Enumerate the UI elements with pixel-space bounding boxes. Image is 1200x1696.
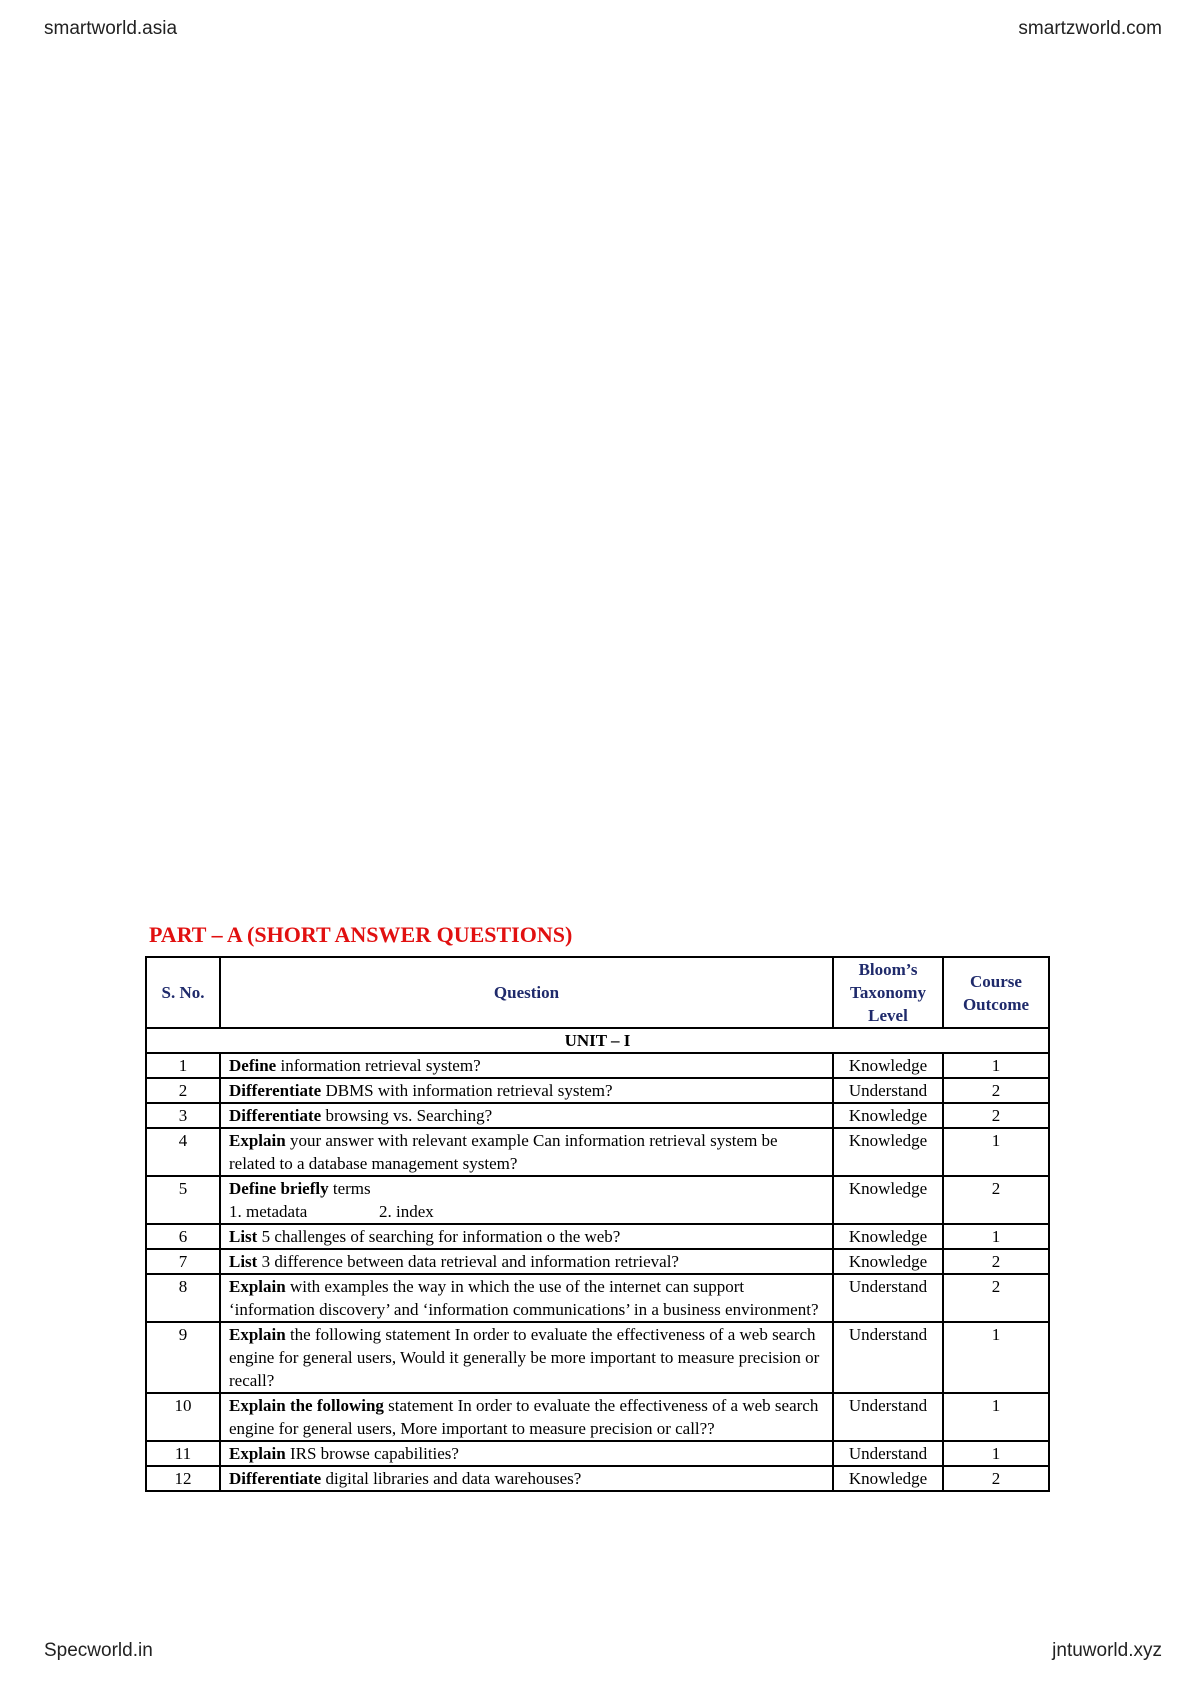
row-question [220, 1274, 833, 1322]
row-bloom-level: Knowledge [833, 1053, 943, 1078]
row-question [220, 1249, 833, 1274]
row-course-outcome: 2 [943, 1274, 1049, 1322]
row-question [220, 1393, 833, 1441]
table-row [146, 1274, 1049, 1322]
question-keyword: Differentiate [229, 1469, 322, 1488]
table-row [146, 1249, 1049, 1274]
table-row [146, 1053, 1049, 1078]
row-course-outcome: 1 [943, 1053, 1049, 1078]
table-row [146, 1078, 1049, 1103]
row-question [220, 1128, 833, 1176]
row-question [220, 1441, 833, 1466]
table-row [146, 1103, 1049, 1128]
question-keyword: List [229, 1227, 258, 1246]
row-sno: 10 [146, 1393, 220, 1441]
row-course-outcome: 2 [943, 1176, 1049, 1224]
header-sno: S. No. [146, 957, 220, 1028]
header-right-site: smartzworld.com [1018, 18, 1162, 39]
row-course-outcome: 1 [943, 1128, 1049, 1176]
question-text: 5 challenges of searching for information o the web? [257, 1227, 621, 1246]
row-course-outcome: 1 [943, 1393, 1049, 1441]
row-sno: 12 [146, 1466, 220, 1491]
row-sno: 2 [146, 1078, 220, 1103]
question-keyword: Differentiate [229, 1081, 322, 1100]
question-text: with examples the way in which the use of the internet can support ‘information discovery’ and ‘information communications’ in a business environment? [229, 1277, 819, 1319]
row-question [220, 1176, 833, 1224]
question-text: IRS browse capabilities? [285, 1444, 459, 1463]
row-course-outcome: 1 [943, 1322, 1049, 1393]
table-row [146, 1441, 1049, 1466]
section-title: PART – A (SHORT ANSWER QUESTIONS) [149, 922, 573, 947]
question-text: 3 difference between data retrieval and information retrieval? [257, 1252, 679, 1271]
question-text: DBMS with information retrieval system? [321, 1081, 613, 1100]
question-text: the following statement In order to evaluate the effectiveness of a web search engine for general users, Would it generally be more important to measure precision or recall? [229, 1325, 820, 1390]
row-sno: 8 [146, 1274, 220, 1322]
question-keyword: Explain the following [229, 1396, 384, 1415]
question-keyword: Explain [229, 1444, 286, 1463]
row-course-outcome: 2 [943, 1078, 1049, 1103]
question-keyword: Differentiate [229, 1106, 322, 1125]
row-course-outcome: 1 [943, 1224, 1049, 1249]
header-bloom-line2: Taxonomy [850, 983, 926, 1002]
question-keyword: List [229, 1252, 258, 1271]
footer-right-site: jntuworld.xyz [1052, 1640, 1162, 1661]
unit-label: UNIT – I [146, 1028, 1049, 1053]
row-question [220, 1053, 833, 1078]
table-row [146, 1393, 1049, 1441]
header-bloom-line1: Bloom’s [858, 960, 918, 979]
header-question: Question [220, 957, 833, 1028]
header-co-line2: Outcome [962, 994, 1030, 1014]
question-keyword: Explain [229, 1131, 286, 1150]
question-keyword: Explain [229, 1325, 286, 1344]
questions-table [145, 956, 1050, 1492]
row-sno: 4 [146, 1128, 220, 1176]
question-text: your answer with relevant example Can information retrieval system be related to a database management system? [229, 1131, 778, 1173]
row-bloom-level: Knowledge [833, 1466, 943, 1491]
row-bloom-level: Knowledge [833, 1103, 943, 1128]
header-bloom [833, 957, 943, 1028]
row-sno: 5 [146, 1176, 220, 1224]
question-text: information retrieval system? [276, 1056, 481, 1075]
question-text: terms [328, 1179, 371, 1198]
row-bloom-level: Understand [833, 1393, 943, 1441]
row-question [220, 1103, 833, 1128]
question-keyword: Define [229, 1056, 277, 1075]
row-course-outcome: 2 [943, 1466, 1049, 1491]
row-question [220, 1224, 833, 1249]
row-question [220, 1078, 833, 1103]
row-bloom-level: Knowledge [833, 1224, 943, 1249]
row-bloom-level: Understand [833, 1078, 943, 1103]
footer-left-site: Specworld.in [44, 1640, 153, 1661]
row-bloom-level: Knowledge [833, 1128, 943, 1176]
header-course-outcome [943, 957, 1049, 1028]
table-row [146, 1466, 1049, 1491]
question-option: 1. metadata [229, 1202, 308, 1221]
question-keyword: Define briefly [229, 1179, 329, 1198]
question-text: digital libraries and data warehouses? [321, 1469, 582, 1488]
unit-row [146, 1028, 1049, 1053]
row-sno: 7 [146, 1249, 220, 1274]
question-keyword: Explain [229, 1277, 286, 1296]
row-sno: 6 [146, 1224, 220, 1249]
table-row [146, 1128, 1049, 1176]
header-left-site: smartworld.asia [44, 18, 178, 39]
table-header-row [146, 957, 1049, 1028]
row-bloom-level: Understand [833, 1322, 943, 1393]
row-course-outcome: 1 [943, 1441, 1049, 1466]
row-course-outcome: 2 [943, 1249, 1049, 1274]
row-bloom-level: Knowledge [833, 1249, 943, 1274]
question-text: browsing vs. Searching? [321, 1106, 493, 1125]
question-option: 2. index [379, 1202, 434, 1221]
row-bloom-level: Understand [833, 1441, 943, 1466]
question-text: statement In order to evaluate the effectiveness of a web search engine for general users, More important to measure precision or call?? [229, 1396, 819, 1438]
row-sno: 11 [146, 1441, 220, 1466]
header-bloom-line3: Level [868, 1006, 908, 1025]
table-row [146, 1176, 1049, 1224]
row-sno: 9 [146, 1322, 220, 1393]
row-question [220, 1322, 833, 1393]
table-row [146, 1322, 1049, 1393]
row-bloom-level: Understand [833, 1274, 943, 1322]
row-sno: 3 [146, 1103, 220, 1128]
row-bloom-level: Knowledge [833, 1176, 943, 1224]
table-row [146, 1224, 1049, 1249]
row-question [220, 1466, 833, 1491]
row-course-outcome: 2 [943, 1103, 1049, 1128]
header-co-line1: Course [970, 971, 1022, 991]
row-sno: 1 [146, 1053, 220, 1078]
